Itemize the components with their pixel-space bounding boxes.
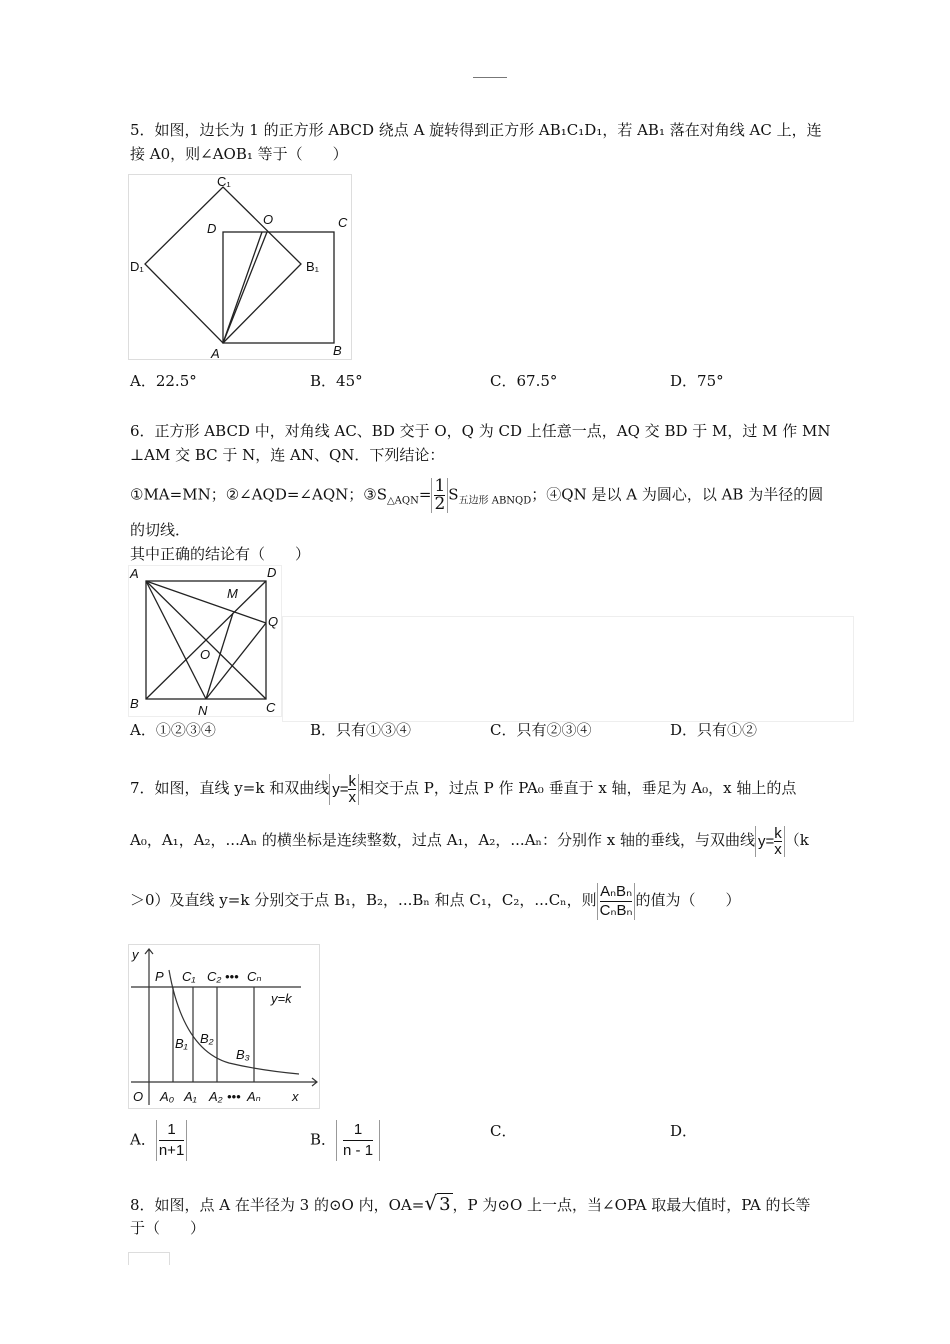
q7-figure-svg (129, 945, 319, 1108)
q5-figure-svg (129, 175, 351, 359)
q7-option-a[interactable] (130, 1120, 187, 1161)
q6-options (130, 719, 850, 741)
q6-conclusions-end: ；④QN 是以 A 为圆心，以 AB 为半径的圆 (531, 485, 824, 504)
q7-line3-end: 的值为（ ） (635, 891, 741, 909)
q7-hyper-lhs: y= (332, 780, 349, 798)
segment-ao-2 (223, 232, 262, 343)
q7-option-d[interactable]: D． (670, 1122, 698, 1140)
q7-option-a-fraction (156, 1120, 187, 1161)
label-c1-7: C₁ (182, 969, 196, 984)
hyperbola-curve (169, 970, 299, 1074)
label-o-7: O (133, 1089, 144, 1104)
label-n-6: N (198, 703, 208, 716)
q7-line2-end: （k (784, 831, 809, 849)
label-a: A (211, 346, 220, 359)
q7-option-b-num: 1 (343, 1120, 373, 1141)
q7-line1-start: 7．如图，直线 y=k 和双曲线 (130, 779, 330, 797)
q8-stem-line2: 于（ ） (130, 1219, 206, 1237)
q7-options (130, 1114, 850, 1164)
label-q-6: Q (268, 614, 279, 629)
q5-option-b[interactable]: B．45° (310, 372, 363, 390)
q7-option-a-den: n+1 (158, 1142, 185, 1159)
q6-stem-line2: ⊥AM 交 BC 于 N，连 AN、QN．下列结论： (130, 446, 445, 464)
q6-fraction-half (431, 478, 448, 513)
q7-option-b-fraction (336, 1120, 380, 1161)
q6-figure (128, 565, 282, 717)
q6-stem-line1: 6．正方形 ABCD 中，对角线 AC、BD 交于 O，Q 为 CD 上任意一点，AQ 交 BD 于 M，过 M 作 MN (130, 422, 831, 440)
q8-line1-end: ，P 为⊙O 上一点，当∠OPA 取最大值时，PA 的长等 (452, 1196, 811, 1214)
q6-sub-aqn: △AQN (386, 495, 419, 507)
label-m-6: M (227, 586, 238, 601)
label-c1: C₁ (217, 175, 231, 189)
label-d-6: D (267, 566, 277, 580)
label-d: D (207, 221, 217, 236)
q6-figure-svg (129, 566, 281, 716)
q8-line1-start: 8．如图，点 A 在半径为 3 的⊙O 内，OA= (130, 1196, 425, 1214)
q5-stem-line2: 接 A0，则∠AOB₁ 等于（ ） (130, 145, 348, 163)
q6-stem-line3 (130, 478, 823, 517)
label-dots-a: ••• (227, 1089, 241, 1104)
label-b: B (333, 343, 342, 358)
q6-blank-frame (282, 616, 854, 722)
q6-stem-line4: 的切线． (130, 521, 191, 539)
page-header-mark (473, 77, 507, 86)
q7-option-b[interactable] (310, 1120, 380, 1161)
q7-hyper-num: k (348, 772, 356, 790)
label-b1: B₁ (306, 259, 320, 274)
label-y-eq-k: y=k (271, 991, 292, 1006)
q7-stem-line2 (130, 820, 809, 860)
sqrt-symbol-icon: √ (424, 1191, 438, 1215)
label-a2-7: A₂ (209, 1089, 223, 1104)
label-c-6: C (266, 700, 276, 715)
q6-option-c[interactable]: C．只有②③④ (490, 721, 592, 739)
q6-sub-pentagon: 五边形 ABNQD (458, 495, 532, 507)
label-o: O (263, 212, 274, 227)
q5-options (130, 370, 850, 392)
q7-option-a-label: A． (130, 1130, 156, 1149)
q7-hyper-lhs-2: y= (758, 832, 775, 850)
q7-hyperbola-formula (329, 774, 359, 805)
segment-nq (206, 623, 266, 699)
label-y: y (132, 947, 139, 962)
q7-hyperbola-formula-2 (755, 826, 785, 857)
label-an-7: Aₙ (247, 1089, 261, 1104)
q6-s: S (448, 485, 459, 504)
label-p: P (155, 969, 164, 984)
q7-hyper-den-2: x (774, 840, 782, 858)
label-a0-7: A₀ (160, 1089, 175, 1104)
q7-option-b-label: B． (310, 1130, 337, 1149)
q5-option-a[interactable]: A．22.5° (130, 372, 197, 390)
q7-stem-line1 (130, 768, 796, 808)
q8-sqrt-value: 3 (439, 1194, 451, 1215)
q5-option-d[interactable]: D．75° (670, 372, 724, 390)
q7-option-a-num: 1 (159, 1120, 184, 1141)
q7-line2-start: A₀，A₁，A₂，...Aₙ 的横坐标是连续整数，过点 A₁，A₂，...Aₙ：分别作 x 轴的垂线，与双曲线 (130, 831, 756, 849)
q5-stem-line1: 5．如图，边长为 1 的正方形 ABCD 绕点 A 旋转得到正方形 AB₁C₁D₁，若 AB₁ 落在对角线 AC 上，连 (130, 121, 822, 139)
q6-option-d[interactable]: D．只有①② (670, 721, 758, 739)
q7-ratio-num: AₙBₙ (600, 882, 633, 900)
q7-line1-end: 相交于点 P，过点 P 作 PA₀ 垂直于 x 轴，垂足为 A₀，x 轴上的点 (358, 779, 797, 797)
label-d1: D₁ (130, 259, 144, 274)
q7-stem-line3 (130, 878, 740, 922)
q6-conclusions-start: ①MA=MN；②∠AQD=∠AQN；③S (130, 485, 387, 504)
q6-option-b[interactable]: B．只有①③④ (310, 721, 412, 739)
q7-ratio-den: CₙBₙ (599, 901, 633, 919)
label-b3-7: B₃ (236, 1047, 250, 1062)
label-c: C (338, 215, 348, 230)
q6-frac-num: 1 (434, 476, 446, 496)
label-b-6: B (130, 696, 139, 711)
segment-ao (223, 232, 267, 343)
q8-figure-frame (128, 1252, 170, 1265)
label-c2-7: C₂ (207, 969, 222, 984)
q7-hyper-den: x (348, 788, 356, 806)
q6-frac-den: 2 (434, 494, 446, 514)
q6-equals: = (418, 485, 432, 504)
q6-stem-line5: 其中正确的结论有（ ） (130, 545, 311, 563)
q5-option-c[interactable]: C．67.5° (490, 372, 558, 390)
label-b2-7: B₂ (200, 1031, 214, 1046)
q7-option-b-den: n - 1 (343, 1142, 374, 1159)
q7-line3-start: ＞0）及直线 y=k 分别交于点 B₁，B₂，...Bₙ 和点 C₁，C₂，...Cₙ，则 (130, 891, 597, 909)
q7-ratio-fraction (597, 883, 636, 920)
q7-figure (128, 944, 320, 1109)
label-a-6: A (130, 566, 139, 581)
label-dots-c: ••• (225, 969, 239, 984)
label-a1-7: A₁ (184, 1089, 197, 1104)
q6-option-a[interactable]: A．①②③④ (130, 721, 216, 739)
label-x: x (292, 1089, 299, 1104)
label-o-6: O (200, 647, 211, 662)
q5-figure (128, 174, 352, 360)
label-cn-7: Cₙ (247, 969, 262, 984)
q8-stem-line1 (130, 1190, 811, 1218)
q7-hyper-num-2: k (774, 824, 782, 842)
label-b1-7: B₁ (175, 1036, 188, 1051)
q7-option-c[interactable]: C． (490, 1122, 517, 1140)
